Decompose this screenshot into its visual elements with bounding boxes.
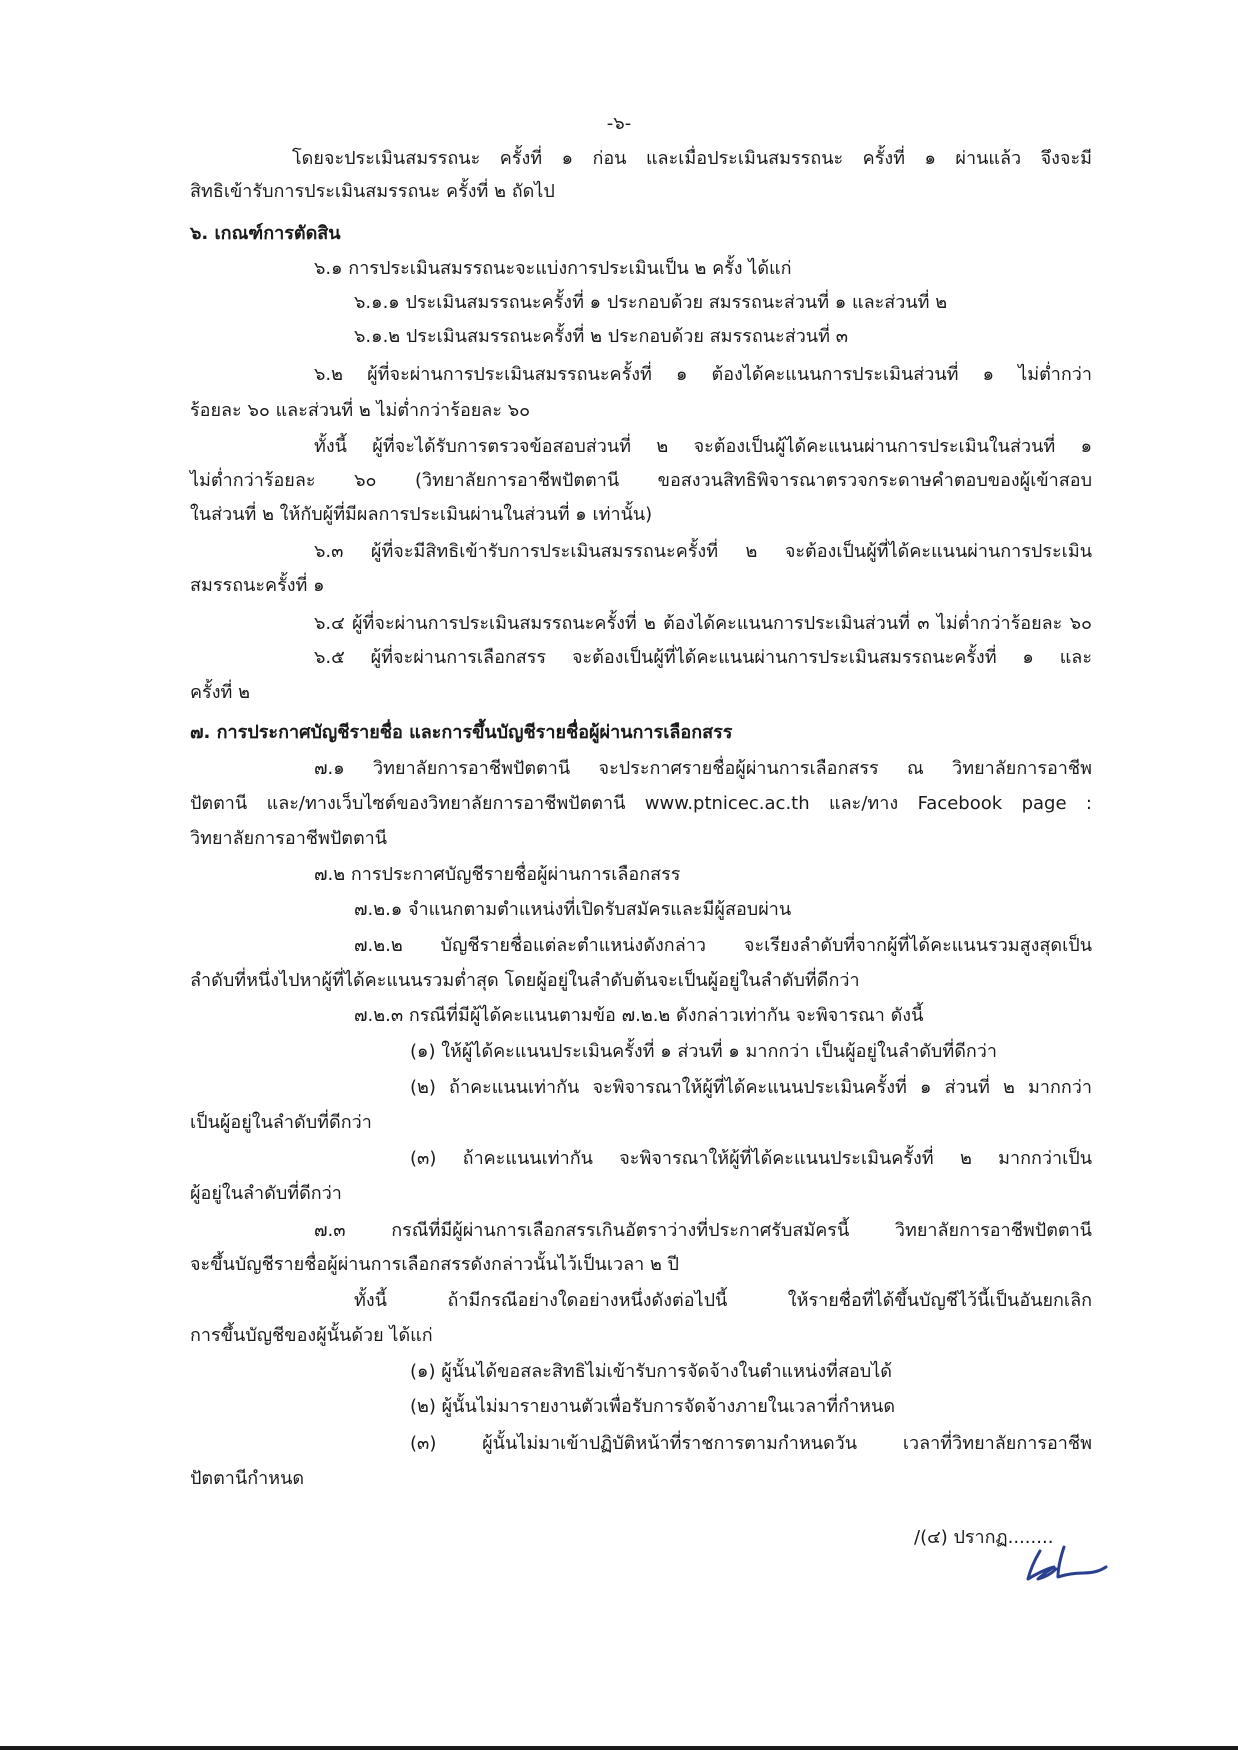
continuation-note: /(๔) ปรากฏ........ [914, 1527, 1054, 1548]
text-line: ๖.๒ ผู้ที่จะผ่านการประเมินสมรรถนะครั้งที่ ๑ ต้องได้คะแนนการประเมินส่วนที่ ๑ ไม่ต่ำกว่า [314, 364, 1092, 385]
text-line: ๗.๒.๓ กรณีที่มีผู้ได้คะแนนตามข้อ ๗.๒.๒ ดังกล่าวเท่ากัน จะพิจารณา ดังนี้ [354, 1005, 924, 1026]
text-line: ๗.๒.๑ จำแนกตามตำแหน่งที่เปิดรับสมัครและมีผู้สอบผ่าน [354, 899, 792, 920]
text-line: (๓) ผู้นั้นไม่มาเข้าปฏิบัติหน้าที่ราชการตามกำหนดวัน เวลาที่วิทยาลัยการอาชีพ [410, 1433, 1092, 1454]
text-line: ปัตตานี และ/ทางเว็บไซต์ของวิทยาลัยการอาชีพปัตตานี www.ptnicec.ac.th และ/ทาง Facebook page : [190, 793, 1092, 814]
page-bottom-edge [0, 1746, 1238, 1750]
text-line: (๑) ให้ผู้ได้คะแนนประเมินครั้งที่ ๑ ส่วนที่ ๑ มากกว่า เป็นผู้อยู่ในลำดับที่ดีกว่า [410, 1041, 998, 1062]
text-line: ๖.๔ ผู้ที่จะผ่านการประเมินสมรรถนะครั้งที่ ๒ ต้องได้คะแนนการประเมินส่วนที่ ๓ ไม่ต่ำกว่าร้อยละ ๖๐ [314, 613, 1092, 634]
text-line: ๖.๑.๒ ประเมินสมรรถนะครั้งที่ ๒ ประกอบด้วย สมรรถนะส่วนที่ ๓ [354, 326, 849, 347]
text-line: สิทธิเข้ารับการประเมินสมรรถนะ ครั้งที่ ๒ ถัดไป [190, 181, 555, 202]
text-line: ๖.๑ การประเมินสมรรถนะจะแบ่งการประเมินเป็น ๒ ครั้ง ได้แก่ [314, 258, 792, 279]
text-line: ทั้งนี้ ผู้ที่จะได้รับการตรวจข้อสอบส่วนที่ ๒ จะต้องเป็นผู้ได้คะแนนผ่านการประเมินในส่วนที่ ๑ [314, 436, 1092, 457]
text-line: ปัตตานีกำหนด [190, 1468, 305, 1489]
text-line: ลำดับที่หนึ่งไปหาผู้ที่ได้คะแนนรวมต่ำสุด โดยผู้อยู่ในลำดับต้นจะเป็นผู้อยู่ในลำดับที่ดีกว่า [190, 970, 860, 991]
text-line: ๗.๒.๒ บัญชีรายชื่อแต่ละตำแหน่งดังกล่าว จะเรียงลำดับที่จากผู้ที่ได้คะแนนรวมสูงสุดเป็น [354, 935, 1092, 956]
text-line: ๗.๒ การประกาศบัญชีรายชื่อผู้ผ่านการเลือกสรร [314, 864, 681, 885]
section-heading: ๗. การประกาศบัญชีรายชื่อ และการขึ้นบัญชีรายชื่อผู้ผ่านการเลือกสรร [190, 722, 733, 743]
text-line: สมรรถนะครั้งที่ ๑ [190, 575, 325, 596]
section-heading: ๖. เกณฑ์การตัดสิน [190, 223, 341, 244]
signature-mark [1024, 1543, 1108, 1585]
text-line: (๑) ผู้นั้นได้ขอสละสิทธิไม่เข้ารับการจัดจ้างในตำแหน่งที่สอบได้ [410, 1361, 892, 1382]
text-line: จะขึ้นบัญชีรายชื่อผู้ผ่านการเลือกสรรดังกล่าวนั้นไว้เป็นเวลา ๒ ปี [190, 1254, 679, 1275]
text-line: ทั้งนี้ ถ้ามีกรณีอย่างใดอย่างหนึ่งดังต่อไปนี้ ให้รายชื่อที่ได้ขึ้นบัญชีไว้นี้เป็นอันยกเลิก [354, 1290, 1092, 1311]
text-line: (๒) ถ้าคะแนนเท่ากัน จะพิจารณาให้ผู้ที่ได้คะแนนประเมินครั้งที่ ๑ ส่วนที่ ๒ มากกว่า [410, 1077, 1092, 1098]
text-line: ๖.๑.๑ ประเมินสมรรถนะครั้งที่ ๑ ประกอบด้วย สมรรถนะส่วนที่ ๑ และส่วนที่ ๒ [354, 292, 948, 313]
text-line: ไม่ต่ำกว่าร้อยละ ๖๐ (วิทยาลัยการอาชีพปัตตานี ขอสงวนสิทธิพิจารณาตรวจกระดาษคำตอบของผู้เข้าสอบ [190, 470, 1092, 491]
text-line: ๖.๕ ผู้ที่จะผ่านการเลือกสรร จะต้องเป็นผู้ที่ได้คะแนนผ่านการประเมินสมรรถนะครั้งที่ ๑ และ [314, 647, 1092, 668]
text-line: ๖.๓ ผู้ที่จะมีสิทธิเข้ารับการประเมินสมรรถนะครั้งที่ ๒ จะต้องเป็นผู้ที่ได้คะแนนผ่านการประเมิน [314, 541, 1092, 562]
text-line: (๓) ถ้าคะแนนเท่ากัน จะพิจารณาให้ผู้ที่ได้คะแนนประเมินครั้งที่ ๒ มากกว่าเป็น [410, 1148, 1092, 1169]
text-line: ๗.๓ กรณีที่มีผู้ผ่านการเลือกสรรเกินอัตราว่างที่ประกาศรับสมัครนี้ วิทยาลัยการอาชีพปัตตานี [314, 1220, 1092, 1241]
text-line: การขึ้นบัญชีของผู้นั้นด้วย ได้แก่ [190, 1325, 433, 1346]
text-line: ครั้งที่ ๒ [190, 682, 250, 703]
text-line: ในส่วนที่ ๒ ให้กับผู้ที่มีผลการประเมินผ่านในส่วนที่ ๑ เท่านั้น) [190, 504, 653, 525]
text-line: วิทยาลัยการอาชีพปัตตานี [190, 828, 388, 849]
text-line: โดยจะประเมินสมรรถนะ ครั้งที่ ๑ ก่อน และเมื่อประเมินสมรรถนะ ครั้งที่ ๑ ผ่านแล้ว จึงจะมี [292, 148, 1092, 169]
text-line: เป็นผู้อยู่ในลำดับที่ดีกว่า [190, 1112, 372, 1133]
text-line: (๒) ผู้นั้นไม่มารายงานตัวเพื่อรับการจัดจ้างภายในเวลาที่กำหนด [410, 1396, 896, 1417]
text-line: ร้อยละ ๖๐ และส่วนที่ ๒ ไม่ต่ำกว่าร้อยละ ๖๐ [190, 400, 531, 421]
text-line: ผู้อยู่ในลำดับที่ดีกว่า [190, 1183, 342, 1204]
page-number: -๖- [606, 113, 632, 134]
text-line: ๗.๑ วิทยาลัยการอาชีพปัตตานี จะประกาศรายชื่อผู้ผ่านการเลือกสรร ณ วิทยาลัยการอาชีพ [314, 758, 1092, 779]
